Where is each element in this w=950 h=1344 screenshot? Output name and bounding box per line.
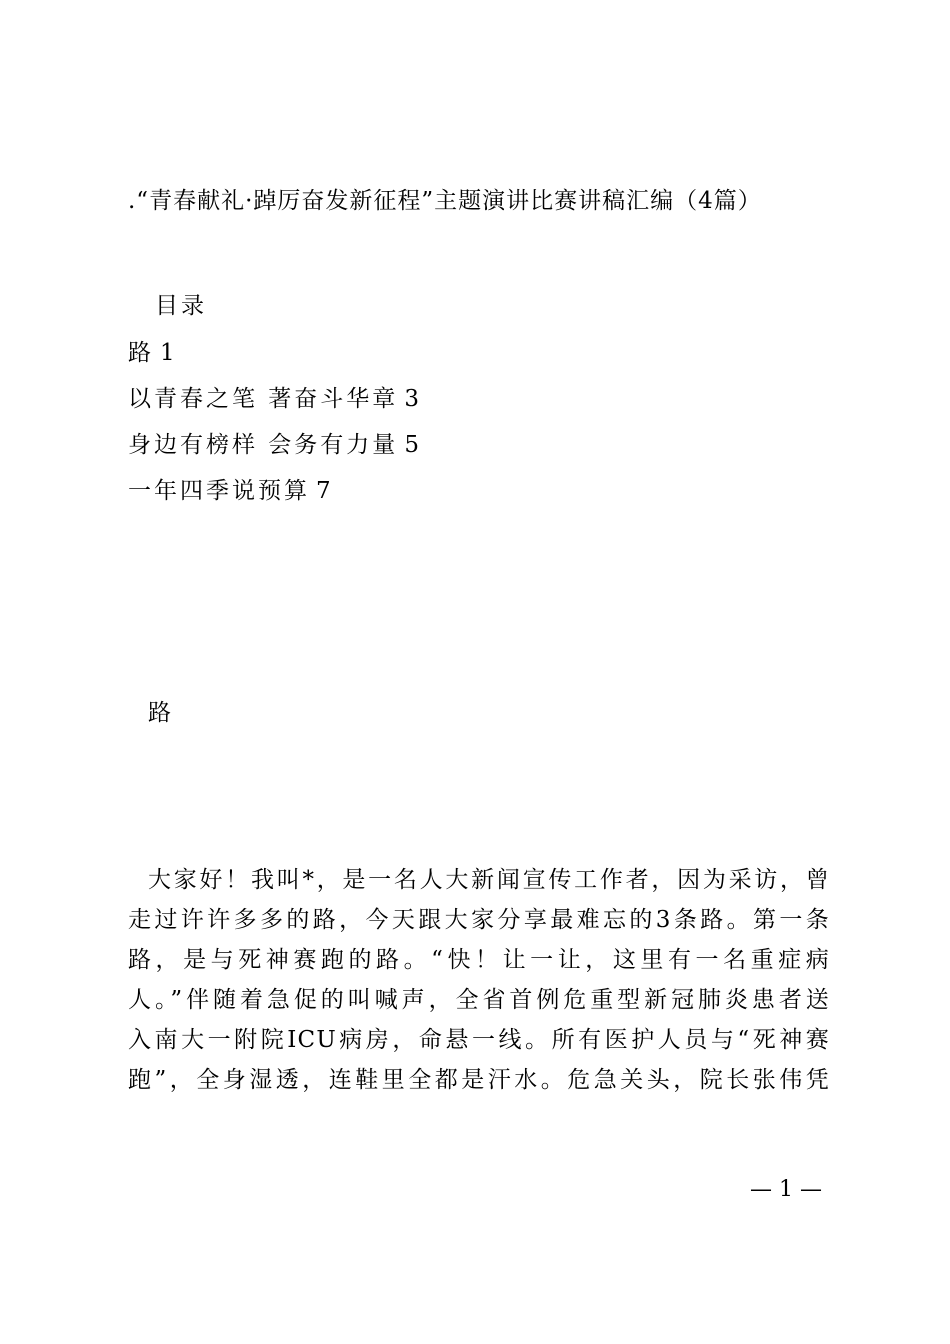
toc-entry-label: 身边有榜样 会务有力量 [128,432,399,458]
body-paragraph [128,860,830,1100]
toc-entry-label: 路 [128,340,154,366]
toc-entry-label: 以青春之笔 著奋斗华章 [128,386,399,412]
paragraph-line: 人。”伴随着急促的叫喊声，全省首例危重型新冠肺炎患者送 [128,987,830,1013]
toc-entry-page: 7 [316,478,334,504]
toc-entry-lu[interactable] [128,336,422,382]
paragraph-line: 走过许许多多的路，今天跟大家分享最难忘的3条路。第一条 [128,907,830,933]
toc-entry-page: 1 [160,340,178,366]
paragraph-line: 入南大一附院ICU病房，命悬一线。所有医护人员与“死神赛 [128,1027,830,1053]
page-number-footer: — 1 — [750,1177,822,1202]
toc-heading: 目录 [155,293,207,319]
paragraph-line: 跑”，全身湿透，连鞋里全都是汗水。危急关头，院长张伟凭 [128,1067,830,1093]
toc-entry-budget[interactable] [128,474,422,520]
paragraph-line: 大家好！我叫*，是一名人大新闻宣传工作者，因为采访，曾 [148,867,830,893]
toc-entry-role-model[interactable] [128,428,422,474]
paragraph-line: 路，是与死神赛跑的路。“快！让一让，这里有一名重症病 [128,947,830,973]
table-of-contents [128,336,422,520]
toc-entry-page: 5 [404,432,422,458]
toc-entry-page: 3 [404,386,422,412]
document-title: .“青春献礼·踔厉奋发新征程”主题演讲比赛讲稿汇编（4篇） [128,188,762,214]
toc-entry-label: 一年四季说预算 [128,478,310,504]
section-heading: 路 [148,700,171,726]
toc-entry-youth-pen[interactable] [128,382,422,428]
